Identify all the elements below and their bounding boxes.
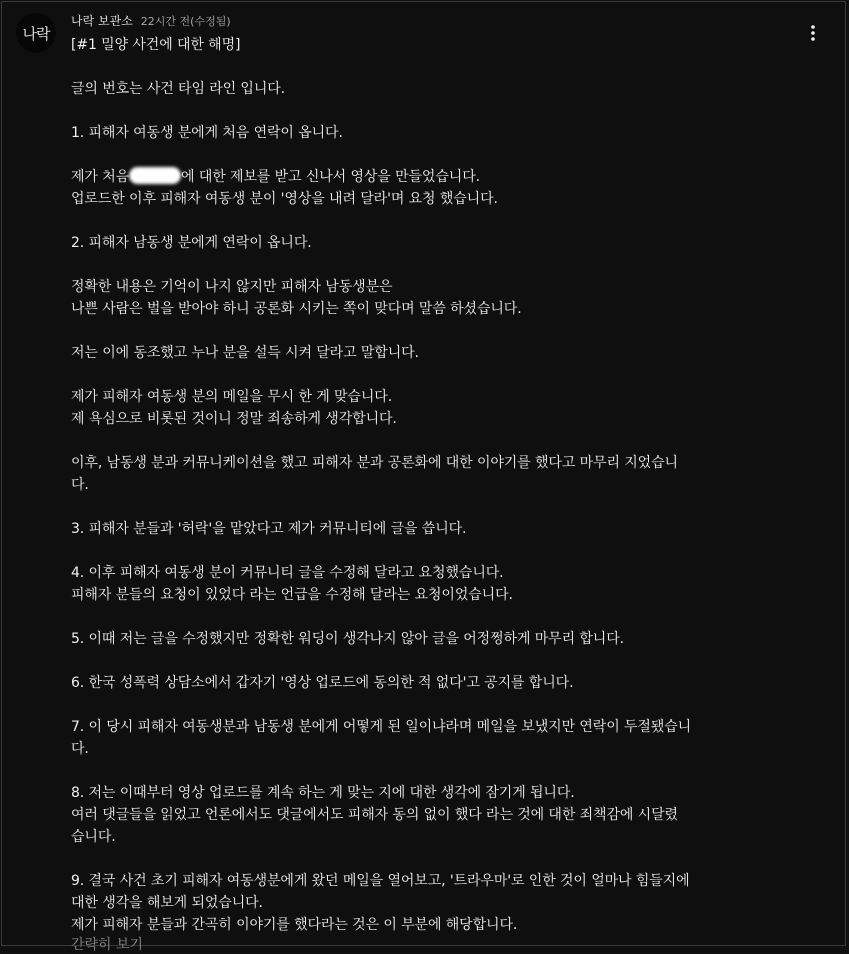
comment-line: 2. 피해자 남동생 분에게 연락이 옵니다. [71, 235, 312, 251]
comment-line: 5. 이때 저는 글을 수정했지만 정확한 워딩이 생각나지 않아 글을 어정쩡하게 마무리 합니다. [71, 631, 624, 647]
blank-line [71, 364, 799, 386]
comment-body [71, 34, 799, 936]
comment-line: 8. 저는 이때부터 영상 업로드를 계속 하는 게 맞는 지에 대한 생각에 잠기게 됩니다. [71, 785, 575, 801]
comment-line: 3. 피해자 분들과 '허락'을 맡았다고 제가 커뮤니티에 글을 씁니다. [71, 521, 467, 537]
comment-title: [#1 밀양 사건에 대한 해명] [71, 37, 241, 53]
comment-line: 제가 피해자 여동생 분의 메일을 무시 한 게 맞습니다. [71, 389, 393, 405]
avatar[interactable] [16, 13, 56, 53]
blank-line [71, 606, 799, 628]
comment-line: 글의 번호는 사건 타임 라인 입니다. [71, 81, 286, 97]
comment-line: 대한 생각을 해보게 되었습니다. [71, 895, 263, 911]
blank-line [71, 760, 799, 782]
comment-line-text: 에 대한 제보를 받고 신나서 영상을 만들었습니다. [181, 169, 480, 185]
blank-line [71, 694, 799, 716]
timestamp[interactable]: 22시간 전(수정됨) [140, 15, 231, 28]
blank-line [71, 144, 799, 166]
more-vert-icon [811, 25, 815, 41]
blank-line [71, 848, 799, 870]
blank-line [71, 650, 799, 672]
comment-line: 7. 이 당시 피해자 여동생분과 남동생 분에게 어떻게 된 일이냐라며 메일을 보냈지만 연락이 두절됐습니 [71, 719, 692, 735]
blank-line [71, 430, 799, 452]
comment-line: 9. 결국 사건 초기 피해자 여동생분에게 왔던 메일을 열어보고, '트라우마'로 인한 것이 얼마나 힘들지에 [71, 873, 690, 889]
comment-line: 습니다. [71, 829, 116, 845]
comment-line: 1. 피해자 여동생 분에게 처음 연락이 옵니다. [71, 125, 343, 141]
comment-line: 제 욕심으로 비롯된 것이니 정말 죄송하게 생각합니다. [71, 411, 397, 427]
blank-line [71, 496, 799, 518]
comment-line: 4. 이후 피해자 여동생 분이 커뮤니티 글을 수정해 달라고 요청했습니다. [71, 565, 504, 581]
comment-line: 업로드한 이후 피해자 여동생 분이 '영상을 내려 달라'며 요청 했습니다. [71, 191, 498, 207]
redaction-blur [129, 167, 181, 184]
comment-line: 피해자 분들의 요청이 있었다 라는 언급을 수정해 달라는 요청이었습니다. [71, 587, 513, 603]
comment-header [71, 12, 231, 29]
comment-line [71, 166, 799, 188]
show-less-button[interactable]: 간략히 보기 [71, 937, 144, 953]
blank-line [71, 210, 799, 232]
comment-line: 다. [71, 477, 89, 493]
comment-line: 저는 이에 동조했고 누나 분을 설득 시켜 달라고 말합니다. [71, 345, 419, 361]
comment-line: 나쁜 사람은 벌을 받아야 하니 공론화 시키는 쪽이 맞다며 말씀 하셨습니다. [71, 301, 522, 317]
blank-line [71, 56, 799, 78]
blank-line [71, 100, 799, 122]
comment-line: 이후, 남동생 분과 커뮤니케이션을 했고 피해자 분과 공론화에 대한 이야기를 했다고 마무리 지었습니 [71, 455, 678, 471]
comment-line-text: 제가 처음 [71, 169, 130, 185]
blank-line [71, 320, 799, 342]
author-name[interactable]: 나락 보관소 [71, 14, 133, 28]
comment-line: 6. 한국 성폭력 상담소에서 갑자기 '영상 업로드에 동의한 적 없다'고 공지를 합니다. [71, 675, 574, 691]
comment-line: 정확한 내용은 기억이 나지 않지만 피해자 남동생분은 [71, 279, 393, 295]
comment-line: 제가 피해자 분들과 간곡히 이야기를 했다라는 것은 이 부분에 해당합니다. [71, 917, 518, 933]
blank-line [71, 254, 799, 276]
blank-line [71, 540, 799, 562]
more-options-button[interactable] [800, 20, 826, 46]
comment-line: 다. [71, 741, 89, 757]
avatar-text: 나락 [22, 24, 50, 43]
comment-line: 여러 댓글들을 읽었고 언론에서도 댓글에서도 피해자 동의 없이 했다 라는 것에 대한 죄책감에 시달렸 [71, 807, 678, 823]
